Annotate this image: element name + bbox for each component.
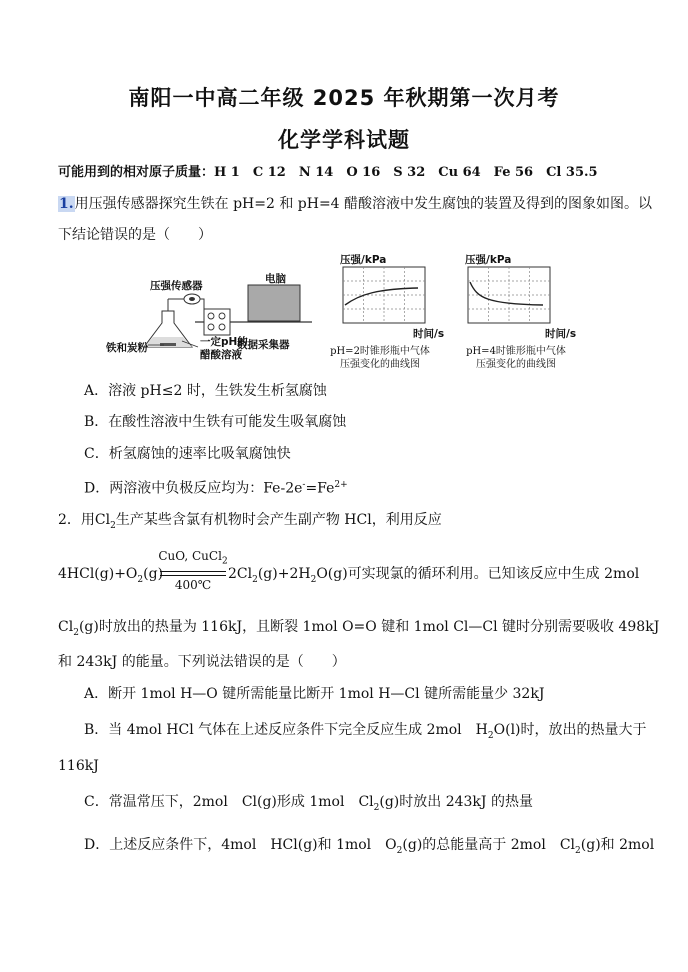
q2-optd-mid: 和 1mol — [317, 837, 372, 853]
q2-optd-o2: O — [385, 837, 397, 853]
q1-stem-line1 — [58, 194, 652, 214]
eq-right: 2Cl — [228, 566, 253, 582]
q2-optc-suffix: 时放出 243kJ 的热量 — [399, 794, 533, 810]
q2-optd-o2-sub: 2 — [396, 845, 403, 856]
eq-right-sub2: 2 — [310, 574, 317, 585]
graph2-plot — [463, 264, 563, 328]
catalyst-text: CuO, CuCl — [158, 549, 222, 563]
solution-label-1: 一定pH的 — [200, 336, 248, 348]
graph1-ylabel: 压强/kPa — [340, 254, 387, 266]
q2-optb-o: O(l) — [493, 722, 521, 738]
q2-optb-h: H — [475, 722, 488, 738]
q2-prefix: 2．用 — [58, 512, 95, 528]
sensor-label: 压强传感器 — [150, 280, 203, 292]
q1-stem-text: 用压强传感器探究生铁在 pH=2 和 pH=4 醋酸溶液中发生腐蚀的装置及得到的图象如图。以 — [74, 196, 653, 212]
q2-option-b-line2: 116kJ — [58, 758, 99, 774]
eq-right-sub: 2 — [252, 574, 258, 585]
graph2-xlabel: 时间/s — [545, 328, 577, 340]
eq-left-end: (g) — [143, 566, 164, 582]
graph2-caption-line1: pH=4时锥形瓶中气体 — [466, 346, 566, 357]
q2-optc-prefix: C．常温常压下，2mol — [84, 794, 228, 810]
q2-line4: 和 243kJ 的能量。下列说法错误的是（ ） — [58, 654, 346, 670]
q1-option-d[interactable] — [84, 475, 348, 499]
graph1-plot — [338, 264, 438, 328]
q1-option-d-prefix: D．两溶液中负极反应均为：Fe-2e — [84, 480, 303, 497]
q2-optd-hcl: HCl(g) — [270, 837, 318, 853]
q2-cl2: Cl — [94, 512, 111, 528]
q2-line3-cl2-sub: 2 — [73, 627, 79, 638]
exam-title: 南阳一中高二年级 2025 年秋期第一次月考 — [128, 86, 560, 110]
q2-optb-h-sub: 2 — [487, 730, 494, 741]
q2-line3-text: (g)时放出的热量为 116kJ，且断裂 1mol O=O 键和 1mol Cl—Cl 键时分别需要吸收 498kJ — [78, 619, 660, 635]
q2-optc-cl2-sub: 2 — [373, 802, 380, 813]
solution-label-2: 醋酸溶液 — [200, 349, 242, 361]
graph1-caption-line1: pH=2时锥形瓶中气体 — [330, 346, 430, 357]
graph2-ylabel: 压强/kPa — [465, 254, 512, 266]
q2-equation-left — [58, 564, 163, 590]
graph2-caption-line2: 压强变化的曲线图 — [476, 359, 556, 370]
q2-line3 — [58, 617, 659, 643]
eq-left-sub: 2 — [137, 574, 144, 585]
iron-carbon-label: 铁和炭粉 — [106, 342, 148, 354]
q2-optd-o2-end: (g) — [402, 837, 423, 853]
catalyst-sub: 2 — [221, 556, 228, 567]
subject-title: 化学学科试题 — [278, 128, 410, 152]
q2-optd-cl2-sub: 2 — [575, 845, 581, 856]
q2-equation-right — [228, 564, 639, 590]
q2-optc-cl: Cl(g) — [241, 794, 277, 810]
graph2-caption — [451, 345, 581, 371]
q1-number: 1. — [59, 196, 74, 212]
q2-optd-cl2-end: (g) — [580, 837, 601, 853]
q2-optd-suffix: 和 2mol — [600, 837, 655, 853]
q2-option-d[interactable] — [84, 835, 654, 861]
q2-optd-cl2: Cl — [559, 837, 576, 853]
q2-option-b[interactable] — [84, 720, 647, 746]
q1-option-b[interactable]: B．在酸性溶液中生铁有可能发生吸氧腐蚀 — [84, 414, 347, 430]
q2-line1-suffix: 生产某些含氯有机物时会产生副产物 HCl，利用反应 — [115, 512, 442, 528]
q2-optb-prefix: B．当 4mol HCl 气体在上述反应条件下完全反应生成 2mol — [84, 722, 462, 738]
q1-option-c[interactable]: C．析氢腐蚀的速率比吸氧腐蚀快 — [84, 446, 291, 462]
q2-option-a[interactable]: A．断开 1mol H—O 键所需能量比断开 1mol H—Cl 键所需能量少 32kJ — [84, 686, 545, 702]
atomic-masses: 可能用到的相对原子质量：H 1 C 12 N 14 O 16 S 32 Cu 64 Fe 56 Cl 35.5 — [58, 165, 598, 180]
q1-option-d-sup1: - — [302, 480, 306, 490]
q2-cl2-sub: 2 — [110, 520, 116, 531]
equals-sign — [160, 571, 226, 576]
graph1-xlabel: 时间/s — [413, 328, 445, 340]
temperature-label: 400℃ — [174, 578, 212, 592]
q2-optd-mid2: 的总能量高于 2mol — [422, 837, 546, 853]
catalyst-label — [158, 549, 228, 566]
eq-left: 4HCl(g)+O — [58, 566, 138, 582]
q2-option-c[interactable] — [84, 792, 533, 818]
q2-optc-mid: 形成 1mol — [276, 794, 345, 810]
q2-optc-cl2: Cl — [358, 794, 374, 810]
q2-line1 — [58, 510, 442, 536]
eq-right-mid: (g)+2H — [257, 566, 311, 582]
computer-label: 电脑 — [265, 273, 286, 285]
data-collector-box — [204, 309, 230, 335]
eq-suffix: 可实现氯的循环利用。已知该反应中生成 2mol — [347, 566, 640, 582]
graph1-caption-line2: 压强变化的曲线图 — [340, 359, 420, 370]
graph1-caption — [315, 345, 445, 371]
q2-optb-suffix: 时，放出的热量大于 — [520, 722, 647, 738]
q2-optc-cl2-end: (g) — [379, 794, 400, 810]
collector-label: 数据采集器 — [237, 339, 290, 351]
q1-stem-line2: 下结论错误的是（ ） — [58, 227, 212, 243]
computer-box — [248, 285, 300, 321]
q2-optd-prefix: D．上述反应条件下，4mol — [84, 837, 257, 853]
q1-option-d-mid: =Fe — [305, 480, 335, 497]
q2-line3-cl2: Cl — [58, 619, 74, 635]
q1-option-a[interactable]: A．溶液 pH≤2 时，生铁发生析氢腐蚀 — [84, 383, 327, 399]
eq-right-end: O(g) — [316, 566, 348, 582]
q1-option-d-sup2: 2+ — [334, 480, 348, 490]
